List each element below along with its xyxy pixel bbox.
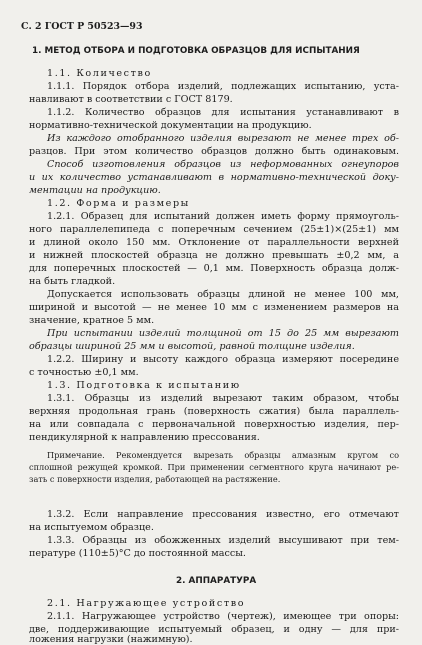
section-1-title: 1. МЕТОД ОТБОРА И ПОДГОТОВКА ОБРАЗЦОВ ДЛЯ ИСПЫТАНИЯ bbox=[32, 46, 360, 56]
paragraph-line: Допускается использовать образцы длиной не менее 100 мм, bbox=[47, 289, 399, 300]
paragraph-line: пендикулярной к направлению прессования. bbox=[29, 432, 260, 443]
note-line: сплошной режущей кромкой. При применении сегментного круга начинают ре- bbox=[29, 462, 399, 472]
paragraph-line: образцы шириной 25 мм и высотой, равной толщине изделия. bbox=[29, 341, 355, 352]
paragraph-line: 1.2.2. Ширину и высоту каждого образца измеряют посередине bbox=[47, 354, 399, 365]
paragraph-line: ментации на продукцию. bbox=[29, 185, 161, 196]
note-line: зать с поверхности изделия, работающей на растяжение. bbox=[29, 474, 281, 484]
paragraph-line: шириной и высотой — не менее 10 мм с изменением размеров на bbox=[29, 302, 399, 313]
subsection-1-1-heading: 1.1. Количество bbox=[47, 68, 152, 79]
paragraph-line: нормативно-технической документации на продукцию. bbox=[29, 120, 312, 131]
paragraph-line: значение, кратное 5 мм. bbox=[29, 315, 155, 326]
paragraph-line: Из каждого отобранного изделия вырезают не менее трех об- bbox=[47, 133, 399, 144]
subsection-2-1-heading: 2.1. Нагружающее устройство bbox=[47, 598, 246, 609]
paragraph-line: 1.3.3. Образцы из обожженных изделий высушивают при тем- bbox=[47, 535, 399, 546]
subsection-1-2-heading: 1.2. Форма и размеры bbox=[47, 198, 190, 209]
paragraph-line: 2.1.1. Нагружающее устройство (чертеж), имеющее три опоры: bbox=[47, 611, 399, 622]
page-header: С. 2 ГОСТ Р 50523—93 bbox=[21, 21, 143, 32]
paragraph-line: и их количество устанавливают в нормативно-технической доку- bbox=[29, 172, 399, 183]
paragraph-line: 1.1.2. Количество образцов для испытания устанавливают в bbox=[47, 107, 399, 118]
paragraph-line: с точностью ±0,1 мм. bbox=[29, 367, 139, 378]
paragraph-line: 1.1.1. Порядок отбора изделий, подлежащих испытанию, уста- bbox=[47, 81, 399, 92]
section-2-title: 2. АППАРАТУРА bbox=[176, 576, 257, 586]
paragraph-line: на или совпадала с первоначальной поверхностью изделия, пер- bbox=[29, 419, 399, 430]
paragraph-line: 1.3.1. Образцы из изделий вырезают таким образом, чтобы bbox=[47, 393, 399, 404]
paragraph-line: разцов. При этом количество образцов должно быть одинаковым. bbox=[29, 146, 399, 157]
paragraph-line: ного параллелепипеда с поперечным сечением (25±1)×(25±1) мм bbox=[29, 224, 399, 235]
paragraph-line: две, поддерживающие испытуемый образец, и одну — для при- bbox=[29, 624, 399, 635]
paragraph-line: При испытании изделий толщиной от 15 до 25 мм вырезают bbox=[47, 328, 399, 339]
paragraph-line: пературе (110±5)°С до постоянной массы. bbox=[29, 548, 246, 559]
paragraph-line: 1.2.1. Образец для испытаний должен иметь форму прямоуголь- bbox=[47, 211, 399, 222]
paragraph-line: на испытуемом образце. bbox=[29, 522, 154, 533]
paragraph-line: для поперечных плоскостей — 0,1 мм. Поверхность образца долж- bbox=[29, 263, 399, 274]
paragraph-line: Способ изготовления образцов из неформованных огнеупоров bbox=[47, 159, 399, 170]
paragraph-line: и длиной около 150 мм. Отклонение от параллельности верхней bbox=[29, 237, 399, 248]
note-line: Примечание. Рекомендуется вырезать образцы алмазным кругом со bbox=[47, 450, 399, 460]
paragraph-line: и нижней плоскостей образца не должно превышать ±0,2 мм, а bbox=[29, 250, 399, 261]
paragraph-line: ложения нагрузки (нажимную). bbox=[29, 634, 193, 645]
subsection-1-3-heading: 1.3. Подготовка к испытанию bbox=[47, 380, 241, 391]
paragraph-line: навливают в соответствии с ГОСТ 8179. bbox=[29, 94, 233, 105]
paragraph-line: на быть гладкой. bbox=[29, 276, 116, 287]
paragraph-line: 1.3.2. Если направление прессования известно, его отмечают bbox=[47, 509, 399, 520]
paragraph-line: верхняя продольная грань (поверхность сжатия) была параллель- bbox=[29, 406, 399, 417]
